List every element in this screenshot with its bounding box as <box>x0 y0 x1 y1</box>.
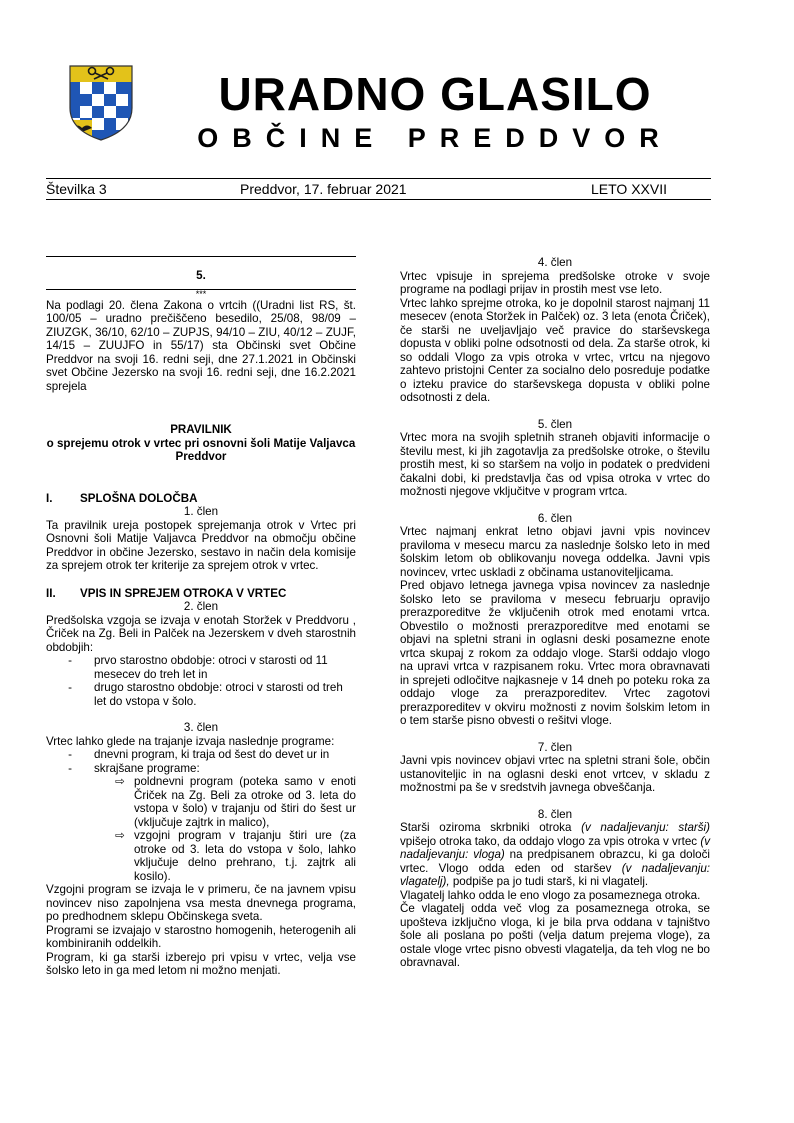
article-heading: 1. člen <box>183 505 219 518</box>
article-heading: 3. člen <box>183 721 219 734</box>
article-heading: 4. člen <box>537 256 573 269</box>
right-column <box>400 256 710 970</box>
short-programs-list <box>46 775 356 883</box>
article-heading: 8. člen <box>537 807 573 821</box>
article-paragraph: Vrtec najmanj enkrat letno objavi javni vpis novincev praviloma v mesecu marcu za naslednje šolsko leto in med šolskim letom ob oblikovanju novega oddelka. Javni vpis novincev, vrtec uskladi z občinama ustanoviteljicama. <box>400 525 710 579</box>
intro-paragraph: Na podlagi 20. člena Zakona o vrtcih ((Uradni list RS, št. 100/05 – uradno prečiščeno besedilo, 25/08, 98/09 – ZIUZGK, 36/10, 62/10 – ZUPJS, 94/10 – ZIU, 40/12 – ZUJF, 14/15 – ZUUJFO in 55/17) sta Občinski svet Občine Preddvor na svoji 16. redni seji, dne 27.1.2021 in Občinski svet Občine Jezersko na svoji 16. redni seji, dne 16.2.2021 sprejela <box>46 298 356 393</box>
section-heading <box>46 492 356 506</box>
section-number: I. <box>46 491 53 505</box>
article-paragraph: Vlagatelj lahko odda le eno vlogo za posameznega otroka. <box>400 888 701 902</box>
article-heading: 6. člen <box>537 511 573 525</box>
article-paragraph: Če vlagatelj odda več vlog za posameznega otroka, se upošteva izključno vloga, ki je bila prva oddana v tajništvo šole ali poslana po pošti (velja datum prejema vloge), za ostale vloge vrtec pisno obvesti vlagatelja, da teh vlog ne bo obravnaval. <box>400 902 710 969</box>
header-bottom-rule <box>46 199 711 200</box>
regulation-title: PRAVILNIK <box>170 423 232 436</box>
list-item: - skrajšane programe: <box>68 761 200 775</box>
article-paragraph: Vrtec lahko sprejme otroka, ko je dopolnil starost najmanj 11 mesecev (enota Storžek in Palček) oz. 3 leta (enota Čriček), če starši ne uveljavljajo več pravice do starševskega dopusta v obliki polne odsotnosti od dela. Za starše otrok, ki so oddali Vlogo za vpis otroka v vrtec, vrtcu na njegovo zahtevo pristojni Center za socialno delo posreduje podatke o izteku pravice do starševskega dopusta v obliki polne odsotnosti z dela. <box>400 296 710 404</box>
list-item: ⇨ vzgojni program v trajanju štiri ure (za otroke od 3. leta do vstopa v šolo, lahko vključuje delno prehrano, t.j. zajtrk ali kosilo). <box>86 829 356 883</box>
article-paragraph: Programi se izvajajo v starostno homogenih, heterogenih ali kombiniranih oddelkih. <box>46 923 356 950</box>
article-heading: 2. člen <box>183 600 219 613</box>
issue-number: Številka 3 <box>46 181 107 197</box>
list-item: - prvo starostno obdobje: otroci v starosti od 11 mesecev do treh let in <box>68 654 328 681</box>
article-paragraph: Predšolska vzgoja se izvaja v enotah Storžek v Preddvoru , Čriček na Zg. Beli in Palček na Jezerskem v dveh starostnih obdobjih: <box>46 613 356 654</box>
header-top-rule <box>46 178 711 179</box>
article-heading: 7. člen <box>537 740 573 754</box>
article-paragraph: Program, ki ga starši izberejo pri vpisu v vrtec, velja vse šolsko leto in ga med letom ni možno menjati. <box>46 950 356 977</box>
article-paragraph: Javni vpis novincev objavi vrtec na spletni strani šole, občin ustanoviteljic in na oglasni deski enot vrtcev, v skladu z možnostmi pa še v sredstvih javnega obveščanja. <box>400 754 710 794</box>
article-paragraph: Ta pravilnik ureja postopek sprejemanja otrok v Vrtec pri Osnovni šoli Matije Valjavca Preddvor na območju občine Preddvor in občine Jezersko, sestavo in način dela komisije za sprejem otrok ter kriterije za sprejem otrok v vrtec. <box>46 518 356 572</box>
issue-date: Preddvor, 17. februar 2021 <box>240 181 407 197</box>
article-paragraph: Vrtec lahko glede na trajanje izvaja naslednje programe: <box>46 734 335 748</box>
issue-bar <box>46 180 711 198</box>
document-separator <box>46 256 356 257</box>
issue-volume: LETO XXVII <box>591 181 667 197</box>
article-paragraph: Starši oziroma skrbniki otroka (v nadaljevanju: starši) vpišejo otroka tako, da oddajo vlogo za vpis otroka v vrtec (v nadaljevanju: vloga) na predpisanem obrazcu, ki ga določi vrtec. Vlogo odda eden od staršev (v nadaljevanju: vlagatelj), podpiše pa jo tudi starš, ki ni vlagatelj. <box>400 821 710 888</box>
gazette-subtitle: OBČINE PREDDVOR <box>197 123 673 153</box>
article-paragraph: Vrtec mora na svojih spletnih straneh objaviti informacije o številu mest, ki jih zagotavlja za predšolske otroke, o številu prostih mest, ki so staršem na voljo in podatek o predvideni čakalni dobi, ki predstavlja čas od vpisa otroka v vrtec do možnosti njegove vključitve v program vrtca. <box>400 431 710 498</box>
municipal-coat-of-arms-icon <box>66 62 136 142</box>
article-paragraph: Pred objavo letnega javnega vpisa novincev za naslednje šolsko leto se praviloma v mesecu februarju opravijo prerazporeditve že vključenih otrok med enotami vrtca. Obvestilo o možnosti prerazporeditve med enotami se objavi na spletni strani in oglasni deski posamezne enote vrtca skupaj z rokom za oddajo vloge. Starši oddajo vlogo na upravi vrtca v razpisanem roku. Vrtec mora obravnavati in sprejeti odločitve najkasneje v 14 dneh po poteku roka za oddajo vloge za prerazporeditev. Vrtec zagotovi prerazporeditev v okviru možnosti z novim šolskim letom in o tem starše pisno obvesti o rešitvi vloge. <box>400 579 710 727</box>
list-item: - dnevni program, ki traja od šest do devet ur in <box>68 748 330 761</box>
programs-list <box>46 748 356 775</box>
arrow-icon: ⇨ <box>115 775 125 788</box>
left-column <box>46 256 356 978</box>
section-heading <box>46 587 356 601</box>
document-number: 5. <box>196 269 206 282</box>
article-paragraph: Vrtec vpisuje in sprejema predšolske otroke v svoje programe na podlagi prijav in prostih mest vse leto. <box>400 269 710 296</box>
regulation-subtitle: o sprejemu otrok v vrtec pri osnovni šoli Matije Valjavca Preddvor <box>46 436 356 463</box>
stars-divider: *** <box>195 288 207 299</box>
gazette-title: URADNO GLASILO <box>218 68 652 120</box>
arrow-icon: ⇨ <box>115 829 125 842</box>
article-heading: 5. člen <box>537 417 573 431</box>
list-item: ⇨ poldnevni program (poteka samo v enoti Čriček na Zg. Beli za otroke od 3. leta do vstopa v šolo) v trajanju od štiri do šest ur (vključuje zajtrk in malico), <box>86 775 356 829</box>
list-item: - drugo starostno obdobje: otroci v starosti od treh let do vstopa v šolo. <box>68 681 343 708</box>
article-paragraph: Vzgojni program se izvaja le v primeru, če na javnem vpisu novincev niso zapolnjena vsa mesta dnevnega programa, po predhodnem sklepu Občinskega sveta. <box>46 883 356 923</box>
section-title: VPIS IN SPREJEM OTROKA V VRTEC <box>80 586 287 600</box>
section-title: SPLOŠNA DOLOČBA <box>80 491 198 505</box>
age-groups-list <box>46 654 356 708</box>
section-number: II. <box>46 586 56 600</box>
